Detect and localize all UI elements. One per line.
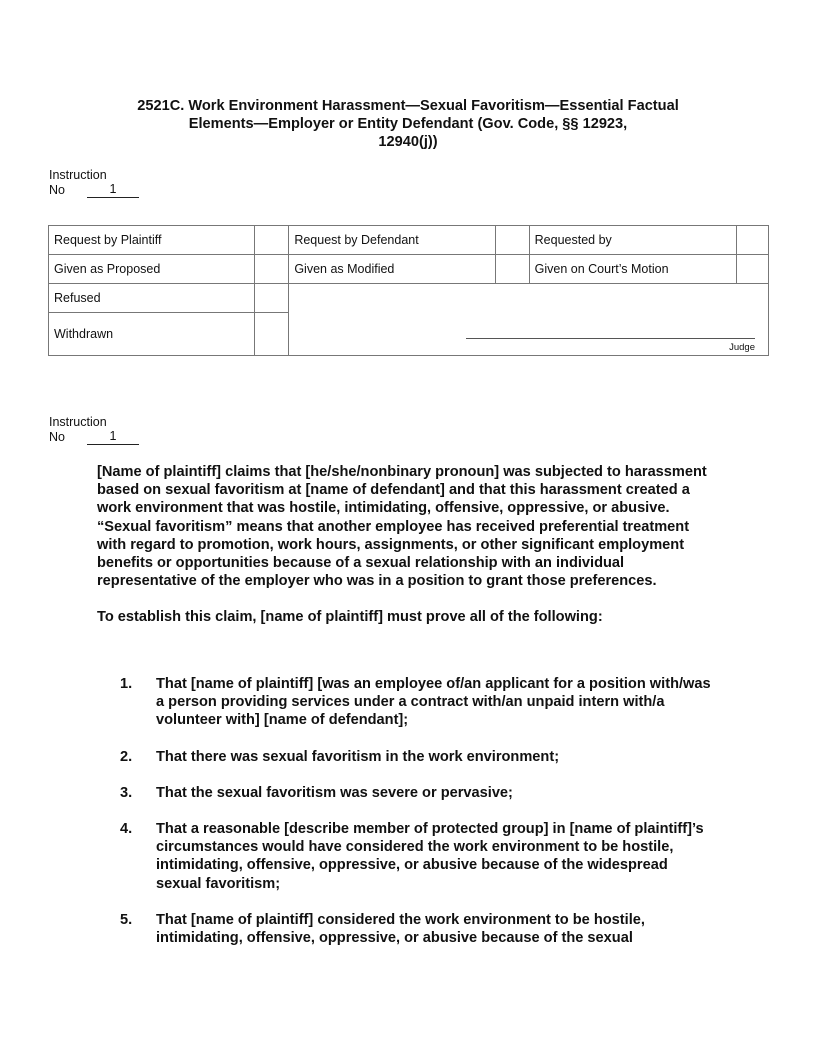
list-item — [97, 911, 717, 947]
item-number: 3. — [120, 784, 133, 801]
list-item — [97, 820, 717, 893]
item-number: 2. — [120, 748, 133, 765]
essential-elements-list — [97, 675, 717, 965]
item-number: 4. — [120, 821, 133, 838]
no-label: No — [49, 430, 65, 444]
no-label: No — [49, 183, 65, 197]
table-row — [49, 255, 769, 284]
instruction-number-field[interactable]: 1 — [87, 430, 139, 445]
request-status-table — [48, 225, 769, 356]
instruction-label: Instruction — [49, 415, 107, 429]
refused-label: Refused — [49, 284, 255, 313]
given-on-courts-motion-checkbox[interactable] — [736, 255, 768, 284]
withdrawn-label: Withdrawn — [49, 313, 255, 356]
requested-by-label: Requested by — [529, 226, 736, 255]
list-item — [97, 784, 717, 802]
item-text: That a reasonable [describe member of protected group] in [name of plaintiff]’s circumstances would have considered the work environment to be hostile, intimidating, offensive, oppressive, or abusive because of the widespread sexual favoritism; — [156, 821, 704, 892]
instruction-number-field[interactable]: 1 — [87, 183, 139, 198]
instruction-number-bottom — [49, 415, 139, 445]
withdrawn-checkbox[interactable] — [255, 313, 289, 356]
item-number: 1. — [120, 676, 133, 692]
item-text: That [name of plaintiff] [was an employee of/an applicant for a position with/was a person providing services under a contract with/an unpaid intern with/a volunteer with] [name of defendant]; — [156, 676, 711, 729]
judge-signature-area — [289, 284, 769, 356]
intro-paragraph: [Name of plaintiff] claims that [he/she/nonbinary pronoun] was subjected to harassment based on sexual favoritism at [name of defendant] and that this harassment created a work environment that was hostile, intimidating, offensive, oppressive, or abusive. “Sexual favoritism” means that another employee has received preferential treatment with regard to promotion, work hours, assignments, or other significant employment benefits or opportunities because of a sexual relationship with an individual representative of the employer who was in a position to grant those preferences. — [97, 464, 707, 590]
requested-by-checkbox[interactable] — [736, 226, 768, 255]
instruction-body — [97, 463, 717, 627]
given-as-modified-checkbox[interactable] — [495, 255, 529, 284]
item-number: 5. — [120, 911, 133, 928]
given-as-proposed-label: Given as Proposed — [49, 255, 255, 284]
prove-following-paragraph: To establish this claim, [name of plaintiff] must prove all of the following: — [97, 609, 603, 626]
judge-signature-line[interactable] — [466, 338, 755, 339]
request-by-plaintiff-checkbox[interactable] — [255, 226, 289, 255]
request-by-defendant-checkbox[interactable] — [495, 226, 529, 255]
table-row — [49, 226, 769, 255]
given-as-proposed-checkbox[interactable] — [255, 255, 289, 284]
given-on-courts-motion-label: Given on Court’s Motion — [529, 255, 736, 284]
request-by-defendant-label: Request by Defendant — [289, 226, 495, 255]
item-text: That [name of plaintiff] considered the work environment to be hostile, intimidating, offensive, oppressive, or abusive because of the sexual — [156, 911, 645, 947]
item-text: That there was sexual favoritism in the work environment; — [156, 748, 560, 765]
title-line: 12940(j)) — [378, 134, 438, 150]
item-text: That the sexual favoritism was severe or pervasive; — [156, 784, 513, 801]
list-item — [97, 748, 717, 766]
refused-checkbox[interactable] — [255, 284, 289, 313]
request-by-plaintiff-label: Request by Plaintiff — [49, 226, 255, 255]
table-row — [49, 284, 769, 313]
instruction-title — [100, 97, 716, 151]
judge-label: Judge — [729, 342, 755, 353]
instruction-number-top — [49, 168, 139, 198]
instruction-label: Instruction — [49, 168, 107, 182]
list-item — [97, 675, 717, 730]
title-line: 2521C. Work Environment Harassment—Sexual Favoritism—Essential Factual — [137, 98, 679, 114]
given-as-modified-label: Given as Modified — [289, 255, 495, 284]
title-line: Elements—Employer or Entity Defendant (Gov. Code, §§ 12923, — [188, 116, 628, 132]
